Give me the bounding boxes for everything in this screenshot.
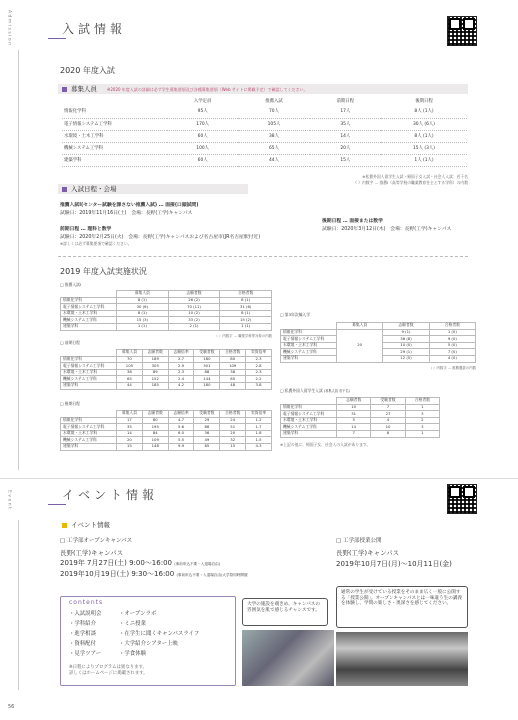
opencampus-place: 長野(工学)キャンパス xyxy=(60,549,124,557)
value-cell: 48 xyxy=(220,382,246,389)
quota-heading-bar xyxy=(58,84,468,94)
col-header: 志願倍率 xyxy=(168,350,194,357)
schedule-title-3: 後期日程 … 面接または数学 xyxy=(322,219,383,224)
value-cell: 14人 xyxy=(310,130,381,142)
square-bullet-icon xyxy=(62,187,67,192)
koukai-place: 長野(工学)キャンパス xyxy=(336,549,400,557)
value-cell: 33 (2) xyxy=(168,317,220,324)
value-cell: 180 xyxy=(194,356,220,363)
col-header: 合格者数 xyxy=(220,291,272,298)
value-cell: 1 xyxy=(405,430,439,437)
value-cell: 7 xyxy=(371,404,405,411)
value-cell: 36 (8) xyxy=(383,336,429,343)
value-cell: 4 xyxy=(371,417,405,424)
value-cell: 20 xyxy=(220,430,246,437)
value-cell: 17 xyxy=(117,417,143,424)
value-cell: 195 xyxy=(142,424,168,431)
value-cell: 6 xyxy=(371,430,405,437)
value-cell: 14 xyxy=(117,430,143,437)
value-cell: 3 xyxy=(405,424,439,431)
dept-cell: 建築学科 xyxy=(61,382,117,389)
value-cell: 49 xyxy=(194,437,220,444)
col-header: 入学定員 xyxy=(193,99,212,105)
value-cell: 80 xyxy=(142,417,168,424)
qr-code-admission[interactable] xyxy=(447,16,477,46)
col-header: 受験者数 xyxy=(371,398,405,405)
col-header: 合格者数 xyxy=(220,411,246,418)
value-cell: 109 xyxy=(142,437,168,444)
opencampus-line-2 xyxy=(60,570,248,579)
table-row xyxy=(281,329,476,336)
value-cell: 35人 xyxy=(310,118,381,130)
value-cell: 2.7 xyxy=(168,356,194,363)
value-cell: 3.8 xyxy=(246,382,272,389)
opencampus-date-2: 2019年10月19日(土) 9:30〜16:00 xyxy=(60,570,175,578)
value-cell: 1 (1) xyxy=(220,323,272,330)
table-row xyxy=(62,154,467,166)
dept-cell: 水環境・土木工学科 xyxy=(61,430,117,437)
value-cell: 38人 xyxy=(238,130,309,142)
table-row xyxy=(61,376,272,383)
list-item: ・進学相談 xyxy=(69,631,96,637)
koukai-callout: 通常の学生が受けている授業をそのまま広く一般に公開する「授業公開」。オープンキャンパスとは一味違う生の講義を体験し、学問の楽しさ・奥深さを感じてください。 xyxy=(336,586,468,628)
value-cell: 17人 xyxy=(310,106,381,118)
opencampus-note-2: (事前申込不要・入退場自由)大学祭同時開催 xyxy=(176,573,248,577)
col-header: 志願者数 xyxy=(142,350,168,357)
value-cell: 15人 xyxy=(310,154,381,166)
quota-note: ※2020 年度入試の詳細は必ず学生募集要項及び各種募集要項（Web サイトに掲載予定）で確認してください。 xyxy=(107,86,308,92)
value-cell: 180 xyxy=(194,382,220,389)
table-row xyxy=(61,297,272,304)
total-cell: 20 xyxy=(337,329,383,362)
year-heading: 2020 年度入試 xyxy=(60,66,115,75)
title-rule xyxy=(48,504,66,505)
value-cell: 26 (2) xyxy=(168,297,220,304)
page-number: 56 xyxy=(8,704,15,710)
value-cell: 105 xyxy=(117,363,143,370)
value-cell: 70人 xyxy=(238,106,309,118)
table-row xyxy=(61,317,272,324)
side-divider xyxy=(18,50,19,470)
suisen-note: （ ）内数字 … 職業学科等対象の内数 xyxy=(214,334,272,338)
col-header: 合格者数 xyxy=(220,350,246,357)
value-cell: 15 xyxy=(117,443,143,450)
schedule-detail-1: 試験日：2019年11月16日(土) 会場：長野(工学)キャンパス xyxy=(60,211,193,216)
value-cell: 2 xyxy=(405,417,439,424)
dept-cell: 建築学科 xyxy=(61,323,117,330)
value-cell: 24 xyxy=(220,417,246,424)
value-cell: 36 xyxy=(194,430,220,437)
page-title-admission: 入試情報 xyxy=(62,22,127,36)
quota-footnote-2: （ ）内数字 … 推薦Ⅰ（高等学校の職業教育を主とする学科）の内数 xyxy=(353,180,468,185)
value-cell: 301 xyxy=(194,363,220,370)
table-row xyxy=(281,430,440,437)
quota-heading: 募集人員 xyxy=(71,84,97,93)
value-cell: 35 xyxy=(117,424,143,431)
value-cell: 2.9 xyxy=(168,363,194,370)
dept-cell: 情報化学科 xyxy=(62,106,167,118)
value-cell: 2.2 xyxy=(246,376,272,383)
value-cell: 15 (3) xyxy=(117,317,169,324)
ryugaku-note: ※上記の他に、帰国子女、社会人の入試があります。 xyxy=(280,442,371,447)
dept-cell: 機械システム工学科 xyxy=(281,424,337,431)
value-cell: 6.0 xyxy=(168,430,194,437)
value-cell: 65 xyxy=(194,443,220,450)
kouki-table xyxy=(60,410,272,451)
value-cell: 29 (1) xyxy=(383,349,429,356)
schedule-title-2: 前期日程 … 理科と数学 xyxy=(60,227,112,232)
col-header: 志願者数 xyxy=(168,291,220,298)
value-cell: 95人 xyxy=(167,106,238,118)
sannen-note: （ ）内数字 … 推薦選抜の内数 xyxy=(428,366,476,370)
opencampus-label-text: 工学部オープンキャンパス xyxy=(66,538,133,544)
value-cell: 3 xyxy=(405,411,439,418)
sannen-table xyxy=(280,322,476,363)
value-cell: 5.5 xyxy=(168,437,194,444)
list-item: ・学科紹介 xyxy=(69,621,96,627)
col-header: 合格者数 xyxy=(405,398,439,405)
square-bullet-icon xyxy=(62,87,67,92)
value-cell: 148 xyxy=(142,443,168,450)
value-cell: 2.3 xyxy=(168,369,194,376)
table-row xyxy=(61,356,272,363)
value-cell: 20人 xyxy=(310,142,381,154)
table-row xyxy=(281,424,440,431)
col-header: 受験者数 xyxy=(194,350,220,357)
table-row xyxy=(61,382,272,389)
value-cell: 84 xyxy=(142,430,168,437)
dept-cell: 情報化学科 xyxy=(281,404,337,411)
schedule-note-2: ※詳しくは必ず募集要項で確認ください。 xyxy=(60,241,132,246)
dept-cell: 情報化学科 xyxy=(61,356,117,363)
value-cell: 7 xyxy=(337,430,371,437)
value-cell: 144 xyxy=(194,376,220,383)
table-row xyxy=(62,118,467,130)
square-bullet-icon xyxy=(62,523,67,528)
dept-cell: 建築学科 xyxy=(281,430,337,437)
value-cell: 109 xyxy=(220,363,246,370)
value-cell: 20 xyxy=(117,437,143,444)
value-cell: 2.4 xyxy=(168,376,194,383)
schedule-heading-bar xyxy=(58,184,248,194)
table-row xyxy=(61,323,272,330)
value-cell: 44人 xyxy=(238,154,309,166)
page-title-event: イベント情報 xyxy=(62,488,159,502)
value-cell: 5 xyxy=(337,417,371,424)
contents-note: ※日程によりプログラムは異なります。 詳しくはホームページに掲載されます。 xyxy=(69,665,148,676)
value-cell: 89 xyxy=(142,369,168,376)
value-cell: 14 xyxy=(337,424,371,431)
col-header: 実質倍率 xyxy=(246,350,272,357)
section-divider xyxy=(0,478,518,479)
value-cell: 65 xyxy=(220,376,246,383)
table-row xyxy=(281,417,440,424)
dept-cell: 電子情報システム工学科 xyxy=(61,363,117,370)
value-cell: 5 (0) xyxy=(429,342,475,349)
col-header: 志願倍率 xyxy=(168,411,194,418)
event-heading: イベント情報 xyxy=(71,520,110,529)
dept-cell: 水環境・土木工学科 xyxy=(281,417,337,424)
value-cell: 60人 xyxy=(167,130,238,142)
value-cell: 31 (6) xyxy=(220,304,272,311)
value-cell: 105人 xyxy=(238,118,309,130)
dept-cell: 建築学科 xyxy=(61,443,117,450)
value-cell: 4 (0) xyxy=(429,355,475,362)
value-cell: 44 xyxy=(117,382,143,389)
divider xyxy=(58,256,468,257)
value-cell: 70 xyxy=(117,356,143,363)
kouki-label: □ 後期日程 xyxy=(60,401,80,406)
opencampus-date-1: 2019年 7月27日(土) 9:00〜16:00 xyxy=(60,559,172,567)
zenki-table xyxy=(60,349,272,390)
sannen-label: □ 第3年次編入学 xyxy=(280,312,310,317)
value-cell: 2.3 xyxy=(246,369,272,376)
schedule-detail-3: 試験日：2020年3月12日(木) 会場：長野(工学)キャンパス xyxy=(322,227,452,232)
table-row xyxy=(61,443,272,450)
value-cell: 32 xyxy=(220,437,246,444)
value-cell: 9 (1) xyxy=(383,329,429,336)
list-item: ・ミニ授業 xyxy=(119,621,146,627)
contents-right-list xyxy=(119,609,199,659)
value-cell: 1.7 xyxy=(246,424,272,431)
col-header: 募集人員 xyxy=(337,323,383,330)
zenki-label: □ 前期日程 xyxy=(60,340,80,345)
side-tab-admission: Admission xyxy=(6,10,12,47)
dept-cell: 機械システム工学科 xyxy=(61,376,117,383)
list-item: ・見学ツアー xyxy=(69,651,102,657)
value-cell: 100人 xyxy=(167,142,238,154)
value-cell: 1人 (1人) xyxy=(381,154,467,166)
sannen-label-text: 第3年次編入学 xyxy=(284,312,310,317)
value-cell: 38 xyxy=(220,369,246,376)
value-cell: 2 (1) xyxy=(168,323,220,330)
contents-box xyxy=(60,596,236,686)
list-item: ・在学生に聞くキャンパスライフ xyxy=(119,631,200,637)
table-row xyxy=(61,369,272,376)
suisen-label: □ 推薦入試Ⅰ xyxy=(60,282,82,287)
zenki-label-text: 前期日程 xyxy=(64,340,80,345)
ryugaku-label-small: (募集人員 若干名) xyxy=(323,389,350,393)
value-cell: 8人 (1人) xyxy=(381,130,467,142)
value-cell: 30 (6) xyxy=(117,304,169,311)
col-header: 実質倍率 xyxy=(246,411,272,418)
value-cell: 15 (2) xyxy=(220,317,272,324)
dept-cell: 機械システム工学科 xyxy=(62,142,167,154)
dept-cell: 情報化学科 xyxy=(281,329,337,336)
side-tab-event: Event xyxy=(6,490,12,511)
contents-title: contents xyxy=(69,599,104,606)
ryugaku-label: □ 私費外国人留学生入試 (募集人員 若干名) xyxy=(280,388,350,393)
table-row xyxy=(61,417,272,424)
table-row xyxy=(61,310,272,317)
col-header: 志願者数 xyxy=(337,398,371,405)
value-cell: 65人 xyxy=(238,142,309,154)
koukai-label-text: 工学部授業公開 xyxy=(342,538,382,544)
value-cell: 189 xyxy=(142,356,168,363)
value-cell: 10 xyxy=(337,404,371,411)
opencampus-line-1 xyxy=(60,559,220,568)
value-cell: 12 (5) xyxy=(383,355,429,362)
col-header: 後期日程 xyxy=(415,99,433,105)
table-row xyxy=(61,437,272,444)
value-cell: 70 (11) xyxy=(168,304,220,311)
value-cell: 88 xyxy=(194,369,220,376)
value-cell: 170人 xyxy=(167,118,238,130)
value-cell: 8 (1) xyxy=(117,310,169,317)
list-item: ・オープンラボ xyxy=(119,611,157,617)
dept-cell: 水環境・土木工学科 xyxy=(281,342,337,349)
suisen-label-text: 推薦入試Ⅰ xyxy=(64,282,82,287)
list-item: ・大学紹介シアター上映 xyxy=(119,641,178,647)
title-rule xyxy=(48,38,66,39)
quota-footnote-1: ※私費外国人留学生入試・帰国子女入試・社会人入試：若干名 xyxy=(362,174,468,179)
schedule-heading: 入試日程・会場 xyxy=(71,184,117,193)
lecture-photo xyxy=(336,632,468,686)
side-divider xyxy=(18,520,19,690)
koukai-date: 2019年10月7日(月)〜10月11日(金) xyxy=(336,560,452,568)
value-cell: 9.9 xyxy=(168,443,194,450)
value-cell: 2.3 xyxy=(246,356,272,363)
value-cell: 7 (0) xyxy=(429,349,475,356)
value-cell: 10 (0) xyxy=(383,342,429,349)
value-cell: 8 (1) xyxy=(117,297,169,304)
quota-table xyxy=(62,98,467,167)
schedule-title-1: 推薦入試Ⅰ(センター試験を課さない推薦入試) … 面接(口頭試問) xyxy=(60,203,199,208)
list-item: ・入試説明会 xyxy=(69,611,102,617)
dept-cell: 電子情報システム工学科 xyxy=(62,118,167,130)
list-item: ・学食体験 xyxy=(119,651,146,657)
value-cell: 80 xyxy=(220,356,246,363)
value-cell: 4.3 xyxy=(246,443,272,450)
dept-cell: 電子情報システム工学科 xyxy=(61,424,117,431)
value-cell: 8 (1) xyxy=(220,297,272,304)
center-callout: 大学の施設を覗きめ、キャンパスの雰囲気を肌で感じるチャンスです。 xyxy=(242,598,328,626)
value-cell: 9 (0) xyxy=(429,336,475,343)
value-cell: 15 xyxy=(220,443,246,450)
dept-cell: 情報化学科 xyxy=(61,297,117,304)
dept-cell: 機械システム工学科 xyxy=(281,349,337,356)
dept-cell: 建築学科 xyxy=(281,355,337,362)
value-cell: 31 xyxy=(337,411,371,418)
suisen-table xyxy=(60,290,272,331)
qr-code-event[interactable] xyxy=(447,484,477,514)
col-header: 受験者数 xyxy=(194,411,220,418)
schedule-detail-2: 試験日：2020年2月25日(火) 会場：長野(工学)キャンパスおよび名古屋市(JR名古屋駅付近) xyxy=(60,235,261,240)
dept-cell: 機械システム工学科 xyxy=(61,437,117,444)
campus-photo-1 xyxy=(242,630,334,686)
value-cell: 2.8 xyxy=(246,363,272,370)
value-cell: 15人 (3人) xyxy=(381,142,467,154)
col-header: 志願者数 xyxy=(142,411,168,418)
dept-cell: 水環境・土木工学科 xyxy=(62,130,167,142)
value-cell: 152 xyxy=(142,376,168,383)
value-cell: 1 xyxy=(405,404,439,411)
value-cell: 51 xyxy=(220,424,246,431)
value-cell: 10 (2) xyxy=(168,310,220,317)
value-cell: 8 (1) xyxy=(220,310,272,317)
table-row xyxy=(62,106,467,118)
value-cell: 38 xyxy=(117,369,143,376)
value-cell: 5.6 xyxy=(168,424,194,431)
value-cell: 30人 (6人) xyxy=(381,118,467,130)
table-row xyxy=(281,404,440,411)
value-cell: 10 xyxy=(371,424,405,431)
contents-left-list xyxy=(69,609,101,659)
table-row xyxy=(62,130,467,142)
dept-cell: 電子情報システム工学科 xyxy=(61,304,117,311)
dept-cell: 建築学科 xyxy=(62,154,167,166)
ryugaku-label-text: 私費外国人留学生入試 xyxy=(284,388,323,393)
value-cell: 4.7 xyxy=(168,417,194,424)
value-cell: 27 xyxy=(371,411,405,418)
opencampus-note-1: (事前申込不要・入退場自由) xyxy=(174,562,221,566)
col-header: 前期日程 xyxy=(336,99,355,105)
dept-cell: 電子情報システム工学科 xyxy=(281,411,337,418)
col-header: 募集人員 xyxy=(117,291,169,298)
value-cell: 1 (1) xyxy=(117,323,169,330)
dept-cell: 電子情報システム工学科 xyxy=(281,336,337,343)
col-header: 合格者数 xyxy=(429,323,475,330)
table-row xyxy=(62,142,467,154)
value-cell: 29 xyxy=(194,417,220,424)
value-cell: 60人 xyxy=(167,154,238,166)
value-cell: 305 xyxy=(142,363,168,370)
col-header: 志願者数 xyxy=(383,323,429,330)
value-cell: 65 xyxy=(117,376,143,383)
value-cell: 86 xyxy=(194,424,220,431)
kouki-label-text: 後期日程 xyxy=(64,401,80,406)
opencampus-label: □ 工学部オープンキャンパス xyxy=(60,538,133,544)
value-cell: 1.2 xyxy=(246,417,272,424)
col-header: 推薦入試 xyxy=(265,99,283,105)
col-header: 募集人員 xyxy=(117,411,143,418)
dept-cell: 機械システム工学科 xyxy=(61,317,117,324)
dept-cell: 情報化学科 xyxy=(61,417,117,424)
value-cell: 4.2 xyxy=(168,382,194,389)
koukai-label: □ 工学部授業公開 xyxy=(336,538,382,544)
value-cell: 1.5 xyxy=(246,437,272,444)
dept-cell: 水環境・土木工学科 xyxy=(61,310,117,317)
value-cell: 1 (0) xyxy=(429,329,475,336)
value-cell: 1.8 xyxy=(246,430,272,437)
ryugaku-table xyxy=(280,397,440,438)
list-item: ・資料配付 xyxy=(69,641,96,647)
col-header: 募集人員 xyxy=(117,350,143,357)
value-cell: 185 xyxy=(142,382,168,389)
dept-cell: 水環境・土木工学科 xyxy=(61,369,117,376)
table-row xyxy=(61,430,272,437)
event-heading-bar xyxy=(58,520,468,530)
value-cell: 8人 (1人) xyxy=(381,106,467,118)
status-heading: 2019 年度入試実施状況 xyxy=(60,267,147,276)
